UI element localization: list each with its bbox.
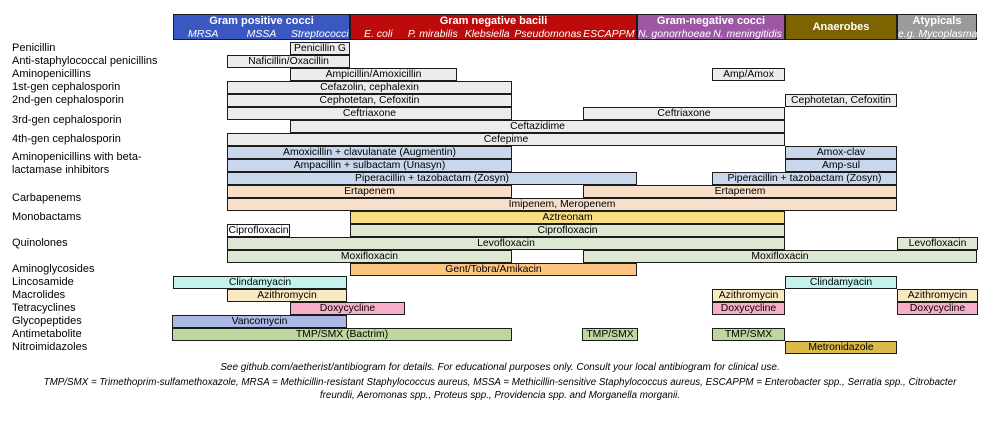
class-label-monobactams: Monobactams bbox=[12, 211, 82, 223]
coverage-bar-augmentin: Amoxicillin + clavulanate (Augmentin) bbox=[227, 146, 512, 159]
coverage-bar-ertapenem: Ertapenem bbox=[227, 185, 512, 198]
coverage-bar-metronidazole: Metronidazole bbox=[785, 341, 897, 354]
coverage-bar-ciprofloxacin: Ciprofloxacin bbox=[350, 224, 785, 237]
coverage-bar-azithromycin-atypicals: Azithromycin bbox=[897, 289, 978, 302]
column-header: E. coli bbox=[363, 28, 393, 40]
coverage-bar-vancomycin: Vancomycin bbox=[172, 315, 347, 328]
class-label-penicillin: Penicillin bbox=[12, 42, 56, 54]
coverage-bar-gent-tobra-amikacin: Gent/Tobra/Amikacin bbox=[350, 263, 637, 276]
coverage-bar-nafcillin-oxacillin: Naficillin/Oxacillin bbox=[227, 55, 350, 68]
group-anaerobes bbox=[785, 14, 897, 40]
group-gram-positive-cocci bbox=[173, 14, 350, 40]
group-gram-negative-bacilli bbox=[350, 14, 637, 40]
coverage-bar-ceftazidime: Ceftazidime bbox=[290, 120, 785, 133]
coverage-bar-penicillin-g: Penicillin G bbox=[290, 42, 350, 55]
coverage-bar-ceftriaxone: Ceftriaxone bbox=[227, 107, 512, 120]
class-label-tetracyclines: Tetracyclines bbox=[12, 302, 76, 314]
coverage-bar-clindamycin-anaerobes: Clindamyacin bbox=[785, 276, 897, 289]
coverage-bar-cefepime: Cefepime bbox=[227, 133, 785, 146]
class-label-quinolones: Quinolones bbox=[12, 237, 68, 249]
coverage-bar-zosyn: Piperacillin + tazobactam (Zosyn) bbox=[227, 172, 637, 185]
column-header: N. meningitidis bbox=[713, 28, 782, 40]
class-label-aminopenicillins: Aminopenicillins bbox=[12, 68, 91, 80]
coverage-bar-tmp-smx-bactrim: TMP/SMX (Bactrim) bbox=[172, 328, 512, 341]
group-columns bbox=[351, 28, 636, 41]
coverage-bar-ceftriaxone-right: Ceftriaxone bbox=[583, 107, 785, 120]
footer-disclaimer: See github.com/aetherist/antibiogram for details. For educational purposes only. Consult your local antibiogram for clinical use. bbox=[220, 362, 780, 373]
group-atypicals bbox=[897, 14, 977, 40]
group-columns bbox=[174, 28, 349, 41]
column-header: ESCAPPM bbox=[583, 28, 635, 40]
column-header: Streptococci bbox=[290, 28, 349, 40]
column-header: MRSA bbox=[187, 28, 219, 40]
class-label-lincosamide: Lincosamide bbox=[12, 276, 74, 288]
coverage-bar-unasyn: Ampacillin + sulbactam (Unasyn) bbox=[227, 159, 512, 172]
group-label: Atypicals bbox=[912, 15, 962, 27]
class-label-nitroimidazoles: Nitroimidazoles bbox=[12, 341, 88, 353]
coverage-bar-imipenem-meropenem: Imipenem, Meropenem bbox=[227, 198, 897, 211]
class-label-1st-gen: 1st-gen cephalosporin bbox=[12, 81, 121, 93]
class-label-antistaph: Anti-staphylococcal penicillins bbox=[12, 55, 158, 67]
coverage-bar-tmp-smx-nmen: TMP/SMX bbox=[712, 328, 785, 341]
group-label: Anaerobes bbox=[812, 20, 870, 33]
class-label-aminoglycosides: Aminoglycosides bbox=[12, 263, 95, 275]
coverage-bar-amox-clav: Amox-clav bbox=[785, 146, 897, 159]
class-label-antimetabolite: Antimetabolite bbox=[12, 328, 82, 340]
coverage-bar-ampicillin-amoxicillin: Ampicillin/Amoxicillin bbox=[290, 68, 457, 81]
coverage-bar-amp-sul: Amp-sul bbox=[785, 159, 897, 172]
column-header: MSSA bbox=[246, 28, 277, 40]
column-header: N. gonorrhoeae bbox=[638, 28, 711, 40]
coverage-bar-tmp-smx-escappm: TMP/SMX bbox=[582, 328, 638, 341]
coverage-bar-moxifloxacin: Moxifloxacin bbox=[227, 250, 512, 263]
coverage-bar-doxycycline-atypicals: Doxycycline bbox=[897, 302, 978, 315]
coverage-bar-levofloxacin-atypicals: Levofloxacin bbox=[897, 237, 978, 250]
column-header: P. mirabilis bbox=[407, 28, 458, 40]
coverage-bar-cefazolin-cephalexin: Cefazolin, cephalexin bbox=[227, 81, 512, 94]
class-label-carbapenems: Carbapenems bbox=[12, 192, 82, 204]
class-label-2nd-gen: 2nd-gen cephalosporin bbox=[12, 94, 124, 106]
coverage-bar-clindamycin: Clindamyacin bbox=[173, 276, 347, 289]
class-label-macrolides: Macrolides bbox=[12, 289, 66, 301]
coverage-bar-doxycycline-nmen: Doxycycline bbox=[712, 302, 785, 315]
coverage-bar-moxifloxacin-right: Moxifloxacin bbox=[583, 250, 977, 263]
coverage-bar-cefotetan-cefoxitin: Cephotetan, Cefoxitin bbox=[227, 94, 512, 107]
group-label: Gram positive cocci bbox=[209, 15, 314, 27]
class-label-glycopeptides: Glycopeptides bbox=[12, 315, 82, 327]
class-label-3rd-gen: 3rd-gen cephalosporin bbox=[12, 114, 122, 126]
coverage-bar-amp-amox: Amp/Amox bbox=[712, 68, 785, 81]
group-columns bbox=[638, 28, 784, 41]
coverage-bar-azithromycin-nmen: Azithromycin bbox=[712, 289, 785, 302]
coverage-bar-azithromycin: Azithromycin bbox=[227, 289, 347, 302]
footer-abbreviations: TMP/SMX = Trimethoprim-sulfamethoxazole, MRSA = Methicillin-resistant Staphylococcus aureus, MSSA = Methicillin-sensitive Staphylococcus aureus, ESCAPPM = Enterobacter spp., Serratia spp., Citrobacter freundii, Aeromonas spp., Proteus spp., Providencia spp. and Morganella morganii. bbox=[43, 377, 957, 401]
group-label: Gram negative bacili bbox=[439, 15, 548, 27]
coverage-bar-doxycycline: Doxycycline bbox=[290, 302, 405, 315]
class-label-4th-gen: 4th-gen cephalosporin bbox=[12, 133, 121, 145]
coverage-bar-levofloxacin: Levofloxacin bbox=[227, 237, 785, 250]
column-header: Klebsiella bbox=[464, 28, 510, 40]
group-gram-negative-cocci bbox=[637, 14, 785, 40]
coverage-bar-zosyn-right: Piperacillin + tazobactam (Zosyn) bbox=[712, 172, 897, 185]
class-label-bli: Aminopenicillins with beta-lactamase inhibitors bbox=[12, 151, 142, 176]
coverage-bar-aztreonam: Aztreonam bbox=[350, 211, 785, 224]
coverage-bar-ertapenem-right: Ertapenem bbox=[583, 185, 897, 198]
group-label: Gram-negative cocci bbox=[656, 15, 766, 27]
coverage-bar-cefotetan-cefoxitin-anaerobes: Cephotetan, Cefoxitin bbox=[785, 94, 897, 107]
column-header: Pseudomonas bbox=[514, 28, 582, 40]
group-subtitle: e.g. Mycoplasma bbox=[898, 28, 978, 40]
coverage-bar-ciprofloxacin-mssa: Ciprofloxacin bbox=[228, 225, 289, 236]
